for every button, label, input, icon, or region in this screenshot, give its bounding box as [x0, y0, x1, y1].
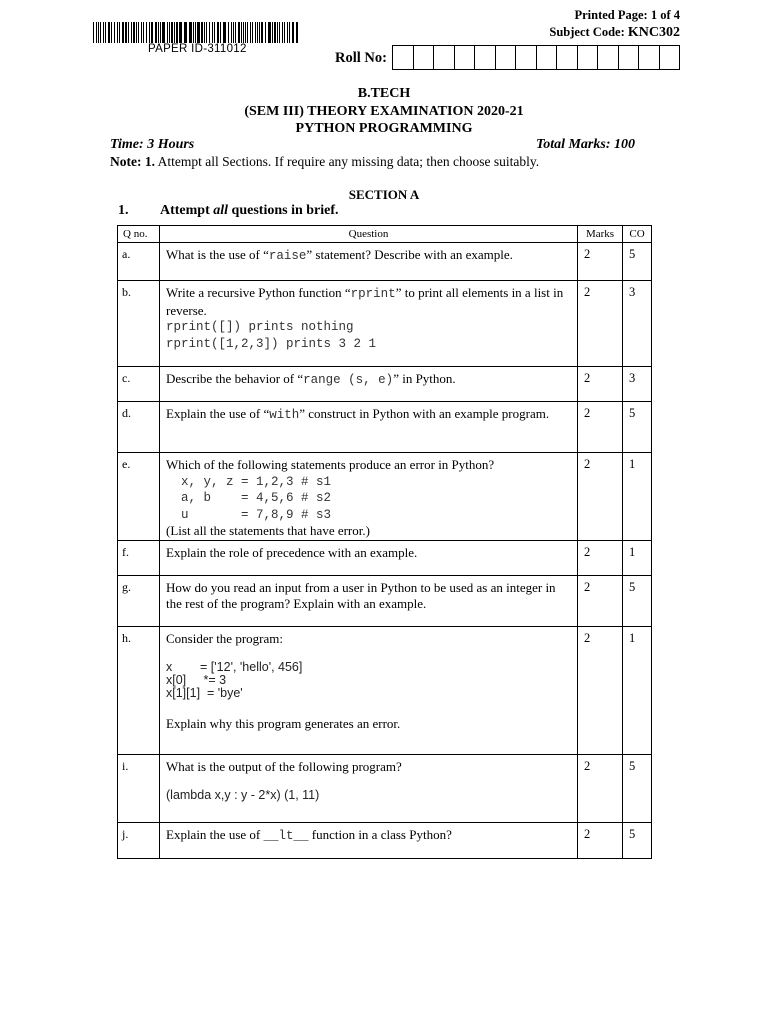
table-row [118, 281, 652, 367]
table-row [118, 453, 652, 541]
roll-no-box[interactable] [598, 46, 619, 69]
question-no: a. [118, 243, 160, 281]
questions-table [117, 225, 652, 859]
q-text: ” construct in Python with an example program. [299, 406, 550, 421]
question-no: h. [118, 626, 160, 754]
question-text [160, 453, 578, 541]
roll-no-label: Roll No: [335, 50, 387, 66]
roll-no-box[interactable] [516, 46, 537, 69]
question-text: Explain the role of precedence with an example. [160, 540, 578, 575]
roll-no-box[interactable] [393, 46, 414, 69]
question-co: 5 [623, 243, 652, 281]
barcode [93, 22, 299, 43]
question-no: e. [118, 453, 160, 541]
roll-no-box[interactable] [578, 46, 599, 69]
question-marks: 2 [578, 453, 623, 541]
note-text: Attempt all Sections. If require any missing data; then choose suitably. [154, 154, 540, 169]
roll-no-box[interactable] [660, 46, 681, 69]
question-no: b. [118, 281, 160, 367]
header-question: Question [160, 226, 578, 243]
header-co: CO [623, 226, 652, 243]
q-text: Describe the behavior of “ [166, 371, 304, 386]
q-text: (List all the statements that have error.) [166, 523, 370, 538]
header-marks: Marks [578, 226, 623, 243]
table-row [118, 243, 652, 281]
code-line: rprint([]) prints nothing [166, 320, 354, 334]
question-no: d. [118, 402, 160, 453]
question-marks: 2 [578, 243, 623, 281]
question-co: 5 [623, 754, 652, 822]
question-marks: 2 [578, 540, 623, 575]
subject-code [549, 25, 680, 41]
question-co: 1 [623, 540, 652, 575]
question-no: j. [118, 822, 160, 858]
section-title: SECTION A [348, 187, 420, 202]
table-row [118, 754, 652, 822]
question-text [160, 281, 578, 367]
code-line: a, b = 4,5,6 # s2 [166, 491, 332, 505]
question-co: 1 [623, 453, 652, 541]
exam-title-degree: B.TECH [357, 86, 411, 101]
question-co: 5 [623, 402, 652, 453]
q-text: ” to print all elements in a list in reverse. [166, 285, 564, 318]
q-text: Consider the program: [166, 630, 283, 646]
subject-code-label: Subject Code: [549, 25, 628, 39]
note-label: Note: 1. [110, 154, 155, 169]
table-row [118, 540, 652, 575]
question-no: g. [118, 575, 160, 626]
q-text: Write a recursive Python function “ [166, 285, 351, 300]
table-row [118, 367, 652, 402]
question-co: 3 [623, 281, 652, 367]
code-line: (lambda x,y : y - 2*x) (1, 11) [166, 788, 320, 802]
question-marks: 2 [578, 822, 623, 858]
code-line: x[0] *= 3 [166, 673, 227, 687]
question-marks: 2 [578, 367, 623, 402]
q-text: function in a class Python? [308, 826, 452, 842]
q-code: with [269, 408, 300, 422]
table-row [118, 626, 652, 754]
q-code: range (s, e) [303, 373, 394, 387]
question-no: f. [118, 540, 160, 575]
q-code: __lt__ [263, 828, 309, 843]
question-text [160, 243, 578, 281]
q-text: ” statement? Describe with an example. [306, 247, 513, 262]
roll-no-box[interactable] [619, 46, 640, 69]
table-row [118, 575, 652, 626]
q-text: Explain why this program generates an error. [166, 716, 401, 731]
question-marks: 2 [578, 626, 623, 754]
total-marks: Total Marks: 100 [535, 137, 635, 152]
table-header-row [118, 226, 652, 243]
question-text [160, 402, 578, 453]
q-text: Explain the use of [166, 826, 264, 842]
exam-note [110, 154, 539, 170]
exam-title-semester: (SEM III) THEORY EXAMINATION 2020-21 [244, 104, 524, 119]
instruction-pre: Attempt [160, 203, 214, 218]
table-row [118, 402, 652, 453]
question-text [160, 754, 578, 822]
q-text: Which of the following statements produce an error in Python? [166, 457, 495, 472]
roll-no-box[interactable] [537, 46, 558, 69]
code-line: u = 7,8,9 # s3 [166, 507, 332, 522]
instruction-post: questions in brief. [228, 203, 339, 218]
code-line: x, y, z = 1,2,3 # s1 [166, 474, 332, 489]
roll-no-box[interactable] [475, 46, 496, 69]
question-marks: 2 [578, 281, 623, 367]
q-text: Explain the use of “ [166, 406, 270, 421]
question-no: i. [118, 754, 160, 822]
question-co: 5 [623, 575, 652, 626]
roll-no-box[interactable] [496, 46, 517, 69]
table-row [118, 822, 652, 858]
code-line: x[1][1] = 'bye' [166, 686, 243, 700]
subject-code-value: KNC302 [627, 25, 680, 40]
q-text: ” in Python. [393, 371, 456, 386]
question-marks: 2 [578, 754, 623, 822]
roll-no-boxes[interactable] [392, 45, 680, 70]
code-line: x = ['12', 'hello', 456] [166, 660, 303, 674]
roll-no-box[interactable] [557, 46, 578, 69]
roll-no-box[interactable] [455, 46, 476, 69]
paper-id: PAPER ID-311012 [148, 43, 247, 55]
question-text [160, 626, 578, 754]
question-co: 3 [623, 367, 652, 402]
roll-no-box[interactable] [639, 46, 660, 69]
roll-no-box[interactable] [414, 46, 435, 69]
question-no: c. [118, 367, 160, 402]
q-text: What is the use of “ [166, 247, 269, 262]
q-text: What is the output of the following program? [166, 758, 402, 774]
roll-no-box[interactable] [434, 46, 455, 69]
question-co: 5 [623, 822, 652, 858]
question-text [160, 367, 578, 402]
question-co: 1 [623, 626, 652, 754]
question-marks: 2 [578, 575, 623, 626]
header-qno: Q no. [118, 226, 160, 243]
code-line: rprint([1,2,3]) prints 3 2 1 [166, 336, 377, 351]
q-code: raise [268, 249, 307, 263]
instruction-emphasis: all [213, 203, 229, 218]
question-number: 1. [118, 203, 129, 218]
exam-time: Time: 3 Hours [110, 137, 195, 152]
question-instruction [160, 203, 339, 219]
question-text: How do you read an input from a user in Python to be used as an integer in the rest of the program? Explain with an example. [160, 575, 578, 626]
question-text [160, 822, 578, 858]
printed-page: Printed Page: 1 of 4 [574, 8, 680, 22]
question-marks: 2 [578, 402, 623, 453]
q-code: rprint [350, 287, 396, 301]
exam-title-subject: PYTHON PROGRAMMING [295, 121, 473, 136]
